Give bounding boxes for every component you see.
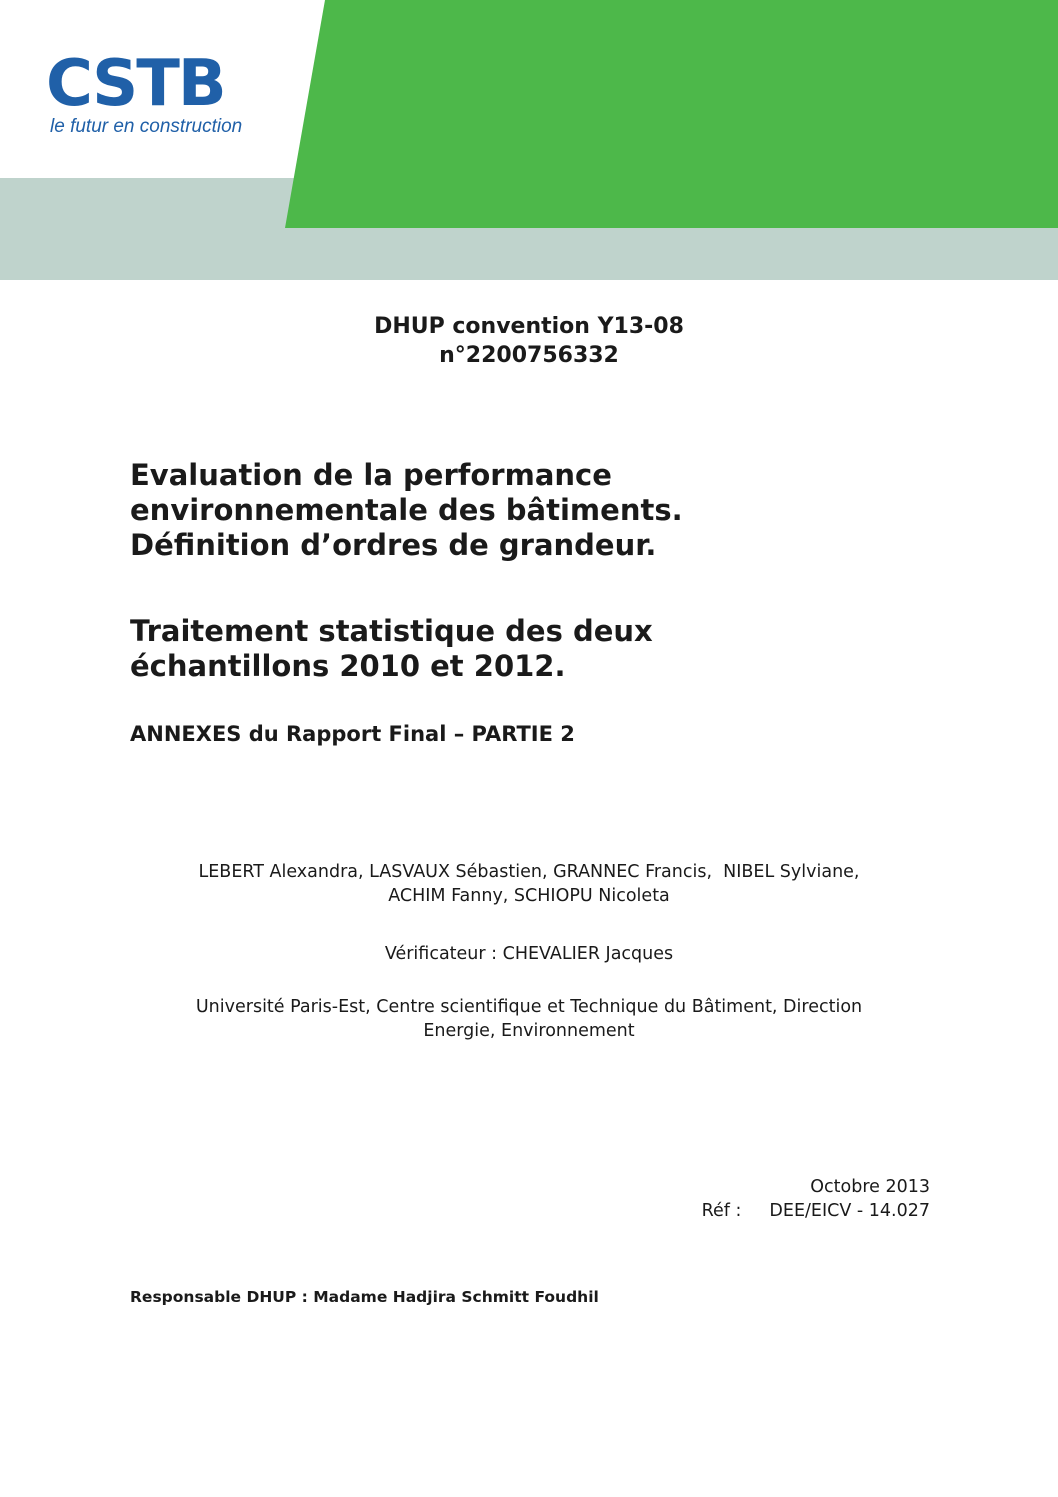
institution [0,995,1058,1043]
authors-line-1: LEBERT Alexandra, LASVAUX Sébastien, GRANNEC Francis, NIBEL Sylviane, [198,862,860,882]
institution-line-1: Université Paris-Est, Centre scientifique et Technique du Bâtiment, Direction [195,997,863,1017]
responsible-contact: Responsable DHUP : Madame Hadjira Schmitt Foudhil [130,1288,599,1306]
reference-line [702,1199,930,1223]
subtitle-line: Traitement statistique des deux [130,614,653,648]
convention-heading [0,312,1058,370]
logo-wordmark: CSTB [46,47,225,121]
date-reference-block [702,1175,930,1223]
convention-line-1: DHUP convention Y13-08 [374,314,684,339]
reference-label: Réf : [701,1201,742,1221]
document-title [130,458,990,563]
logo-tagline: le futur en construction [50,116,243,137]
header-banner [0,0,1058,280]
subtitle-line: échantillons 2010 et 2012. [130,649,566,683]
banner-graphic [0,0,1058,280]
cstb-logo [46,47,243,138]
verifier: Vérificateur : CHEVALIER Jacques [384,944,674,964]
reference-value: DEE/EICV - 14.027 [769,1201,930,1221]
document-date: Octobre 2013 [810,1177,930,1197]
title-line: Evaluation de la performance [130,458,612,492]
title-line: Définition d’ordres de grandeur. [130,528,657,562]
banner-green-shape [285,0,1058,228]
title-line: environnementale des bâtiments. [130,493,683,527]
institution-line-2: Energie, Environnement [423,1021,635,1041]
annex-heading: ANNEXES du Rapport Final – PARTIE 2 [130,722,575,746]
document-subtitle [130,614,990,684]
authors [0,860,1058,908]
convention-line-2: n°2200756332 [439,343,619,368]
authors-line-2: ACHIM Fanny, SCHIOPU Nicoleta [388,886,670,906]
